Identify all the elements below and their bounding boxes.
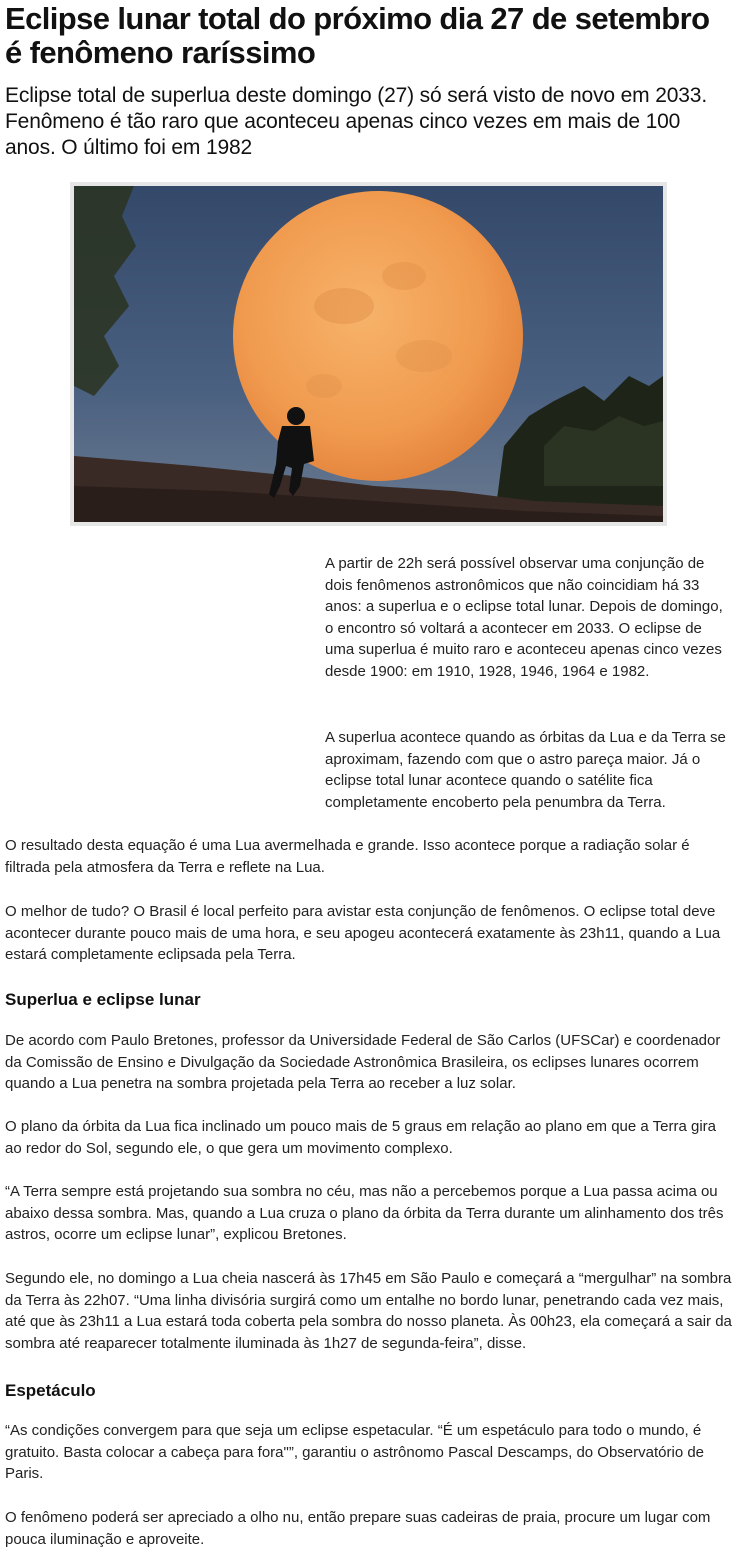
- section-heading-superlua: Superlua e eclipse lunar: [5, 990, 201, 1009]
- paragraph-1: A partir de 22h será possível observar uma conjunção de dois fenômenos astronômicos que não coincidiam há 33 anos: a superlua e o eclipse total lunar. Depois de domingo, o encontro só voltará a acontecer em 2033. O eclipse de uma superlua é muito raro e aconteceu apenas cinco vezes desde 1900: em 1910, 1928, 1946, 1964 e 1982.: [325, 555, 723, 680]
- paragraph-8: Segundo ele, no domingo a Lua cheia nascerá às 17h45 em São Paulo e começará a “mergulhar” na sombra da Terra às 22h07. “Uma linha divisória surgirá como um entalhe no bordo lunar, penetrando cada vez mais, até que às 23h11 a Lua estará toda coberta pela sombra do nosso planeta. Às 00h23, ela começará a sair da sombra até reaparecer totalmente iluminada às 1h27 de segunda-feira”, disse.: [5, 1270, 732, 1352]
- article-headline: Eclipse lunar total do próximo dia 27 de setembro é fenômeno raríssimo: [5, 1, 710, 70]
- paragraph-10: O fenômeno poderá ser apreciado a olho nu, então prepare suas cadeiras de praia, procure um lugar com pouca iluminação e aproveite.: [5, 1509, 711, 1548]
- paragraph-3: O resultado desta equação é uma Lua avermelhada e grande. Isso acontece porque a radiação solar é filtrada pela atmosfera da Terra e reflete na Lua.: [5, 837, 690, 876]
- article-subtitle: Eclipse total de superlua deste domingo (27) só será visto de novo em 2033. Fenômeno é tão raro que aconteceu apenas cinco vezes em mais de 100 anos. O último foi em 1982: [5, 84, 708, 159]
- paragraph-2: A superlua acontece quando as órbitas da Lua e da Terra se aproximam, fazendo com que o astro pareça maior. Já o eclipse total lunar acontece quando o satélite fica completamente encoberto pela penumbra da Terra.: [325, 729, 726, 811]
- paragraph-9: “As condições convergem para que seja um eclipse espetacular. “É um espetáculo para todo o mundo, é gratuito. Basta colocar a cabeça para fora"”, garantiu o astrônomo Pascal Descamps, do Observatório de Paris.: [5, 1422, 705, 1482]
- paragraph-6: O plano da órbita da Lua fica inclinado um pouco mais de 5 graus em relação ao plano em que a Terra gira ao redor do Sol, segundo ele, o que gera um movimento complexo.: [5, 1118, 716, 1157]
- section-heading-espetaculo: Espetáculo: [5, 1381, 96, 1400]
- article-photo: [70, 182, 667, 526]
- paragraph-7: “A Terra sempre está projetando sua sombra no céu, mas não a percebemos porque a Lua passa acima ou abaixo dessa sombra. Mas, quando a Lua cruza o plano da órbita da Terra durante um alinhamento dos três astros, ocorre um eclipse lunar”, explicou Bretones.: [5, 1183, 724, 1243]
- moon-shape: [233, 191, 523, 481]
- paragraph-5: De acordo com Paulo Bretones, professor da Universidade Federal de São Carlos (UFSCar) e coordenador da Comissão de Ensino e Divulgação da Sociedade Astronômica Brasileira, os eclipses lunares ocorrem quando a Lua penetra na sombra projetada pela Terra ao receber a luz solar.: [5, 1032, 721, 1092]
- moon-runner-image: [74, 186, 663, 522]
- paragraph-4: O melhor de tudo? O Brasil é local perfeito para avistar esta conjunção de fenômenos. O eclipse total deve acontecer durante pouco mais de uma hora, e seu apogeu acontecerá exatamente às 23h11, quando a Lua estará completamente eclipsada pela Terra.: [5, 903, 721, 963]
